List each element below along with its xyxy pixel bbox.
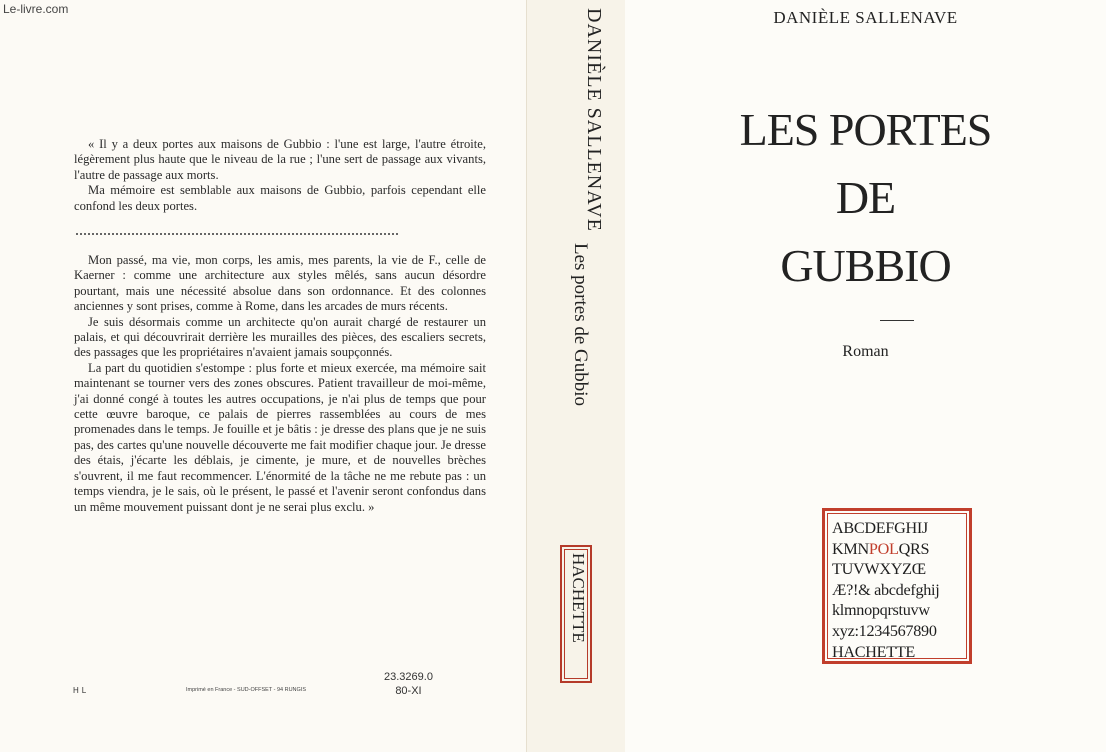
logo-text: QRS <box>898 539 930 558</box>
logo-line: klmnopqrstuvw <box>832 601 930 620</box>
print-date-code: 80-XI <box>395 685 422 697</box>
back-cover-quote <box>74 137 486 214</box>
cover-title <box>625 96 1106 300</box>
logo-line: TUVWXYZŒ <box>832 560 926 579</box>
logo-line: Æ?!& abcdefghij <box>832 580 940 599</box>
dotted-separator <box>76 233 398 235</box>
catalog-code: 23.3269.0 <box>384 671 433 683</box>
back-cover-body <box>74 253 486 515</box>
quote-paragraph: Ma mémoire est semblable aux maisons de Gubbio, parfois cependant elle confond les deux portes. <box>74 183 486 213</box>
logo-line <box>832 539 939 560</box>
logo-line: xyz:1234567890 <box>832 621 937 640</box>
logo-line: ABCDEFGHIJ <box>832 519 928 537</box>
body-paragraph: La part du quotidien s'estompe : plus forte et mieux exercée, ma mémoire sait maintenant se tourner vers des zones obscures. Patient travailleur de moi-même, j'ai donné congé à toutes les autres occupations, je n'ai plus de temps que pour cette œuvre baroque, ce palais de pierres rassemblées au cours de mes promenades dans le temps. Je fouille et je bâtis : je dresse des plans que je ne suis pas, des cartes qu'une nouvelle découverte me fait modifier chaque jour. Je dresse des étais, j'écarte les déblais, je cimente, je mure, et de nouvelles brèches s'ouvrent, il me faut recommencer. L'énormité de la tâche ne me rebute pas : un temps viendra, je le sais, où le présent, le passé et l'avenir seront confondus dans un même mouvement puissant dont je ne serai plus exclu. » <box>74 360 486 514</box>
cover-author: DANIÈLE SALLENAVE <box>773 8 958 27</box>
publisher-logo <box>822 508 972 664</box>
catalog-codes <box>384 670 433 698</box>
title-line: DE <box>835 172 896 223</box>
watermark: Le-livre.com <box>3 2 69 16</box>
spine-title: Les portes de Gubbio <box>570 243 591 407</box>
title-line: LES PORTES <box>739 104 992 155</box>
cover-genre: Roman <box>842 343 889 360</box>
spine-author: DANIÈLE SALLENAVE <box>583 8 605 232</box>
logo-alphabet <box>832 518 939 662</box>
pol-mark: POL <box>868 539 899 558</box>
logo-text: KMN <box>832 539 869 558</box>
body-paragraph: Je suis désormais comme un architecte qu'on aurait chargé de restaurer un palais, et qui découvrirait derrière les murailles des pièces, des escaliers secrets, des passages que les propriétaires n'avaient jamais soupçonnés. <box>74 314 486 360</box>
body-paragraph: Mon passé, ma vie, mon corps, les amis, mes parents, la vie de F., celle de Kaerner : comme une architecture aux styles mêlés, sans aucun désordre pourtant, mais une nécessité absolue dans son ordonnance. Et des colonnes anciennes y sont prises, comme à Rome, dans les arcades de murs récents. <box>74 253 486 314</box>
title-line: GUBBIO <box>780 240 951 291</box>
designer-initials: HL <box>73 686 90 695</box>
spine-publisher: HACHETTE <box>569 553 588 643</box>
title-rule <box>880 320 914 321</box>
printer-line: Imprimé en France - SUD-OFFSET - 94 RUNGIS <box>186 687 307 693</box>
logo-publisher: HACHETTE <box>832 642 916 661</box>
spine-publisher-box <box>560 545 592 683</box>
quote-paragraph: « Il y a deux portes aux maisons de Gubbio : l'une est large, l'autre étroite, légèrement plus haute que le niveau de la rue ; l'une sert de passage aux vivants, l'autre de passage aux morts. <box>74 137 486 182</box>
